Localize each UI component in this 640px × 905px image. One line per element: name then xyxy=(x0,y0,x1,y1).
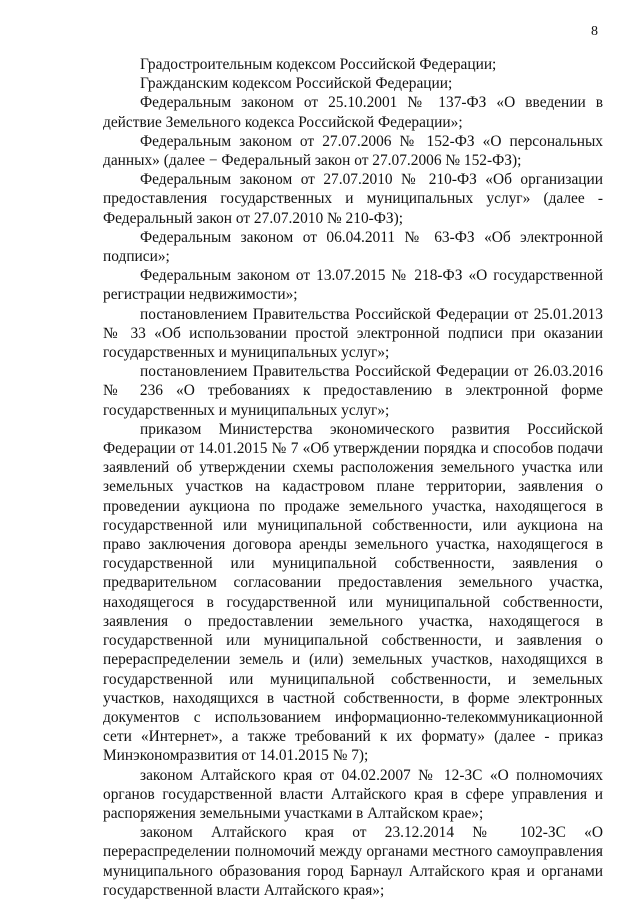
paragraph: Градостроительным кодексом Российской Федерации; xyxy=(140,56,497,73)
legal-basis-list xyxy=(103,55,603,900)
paragraph: Федеральным законом от 06.04.2011 № 63-ФЗ «Об электронной подписи»; xyxy=(103,228,603,266)
paragraph: Федеральным законом от 25.10.2001 № 137-ФЗ «О введении в действие Земельного кодекса Российской Федерации»; xyxy=(103,94,603,131)
paragraph: Федеральным законом от 13.07.2015 № 218-ФЗ «О государственной регистрации недвижимости»; xyxy=(103,267,603,304)
paragraph: Федеральным законом от 27.07.2006 № 152-ФЗ «О персональных данных» (далее − Федеральный закон от 27.07.2006 № 152-ФЗ); xyxy=(103,132,603,170)
paragraph: законом Алтайского края от 23.12.2014 № 102-ЗС «О перераспределении полномочий между органами местного самоуправления муниципального образования город Барнаул Алтайского края и органами государственной власти Алтайского края»; xyxy=(103,824,603,899)
paragraph: постановлением Правительства Российской Федерации от 25.01.2013 № 33 «Об использовании простой электронной подписи при оказании государственных и муниципальных услуг»; xyxy=(103,305,603,362)
paragraph: Гражданским кодексом Российской Федерации; xyxy=(140,75,453,93)
paragraph: постановлением Правительства Российской Федерации от 26.03.2016 № 236 «О требованиях к предоставлению в электронной форме государственных и муниципальных услуг»; xyxy=(103,363,603,419)
paragraph: Федеральным законом от 27.07.2010 № 210-ФЗ «Об организации предоставления государственных и муниципальных услуг» (далее - Федеральный закон от 27.07.2010 № 210-ФЗ); xyxy=(103,171,603,227)
paragraph: приказом Министерства экономического развития Российской Федерации от 14.01.2015 № 7 «Об утверждении порядка и способов подачи заявлений об утверждении схемы расположения земельного участка или земельных участков на кадастровом плане территории, заявления о проведении аукциона по продаже земельного участка, находящегося в государственной или муниципальной собственности, или аукциона на право заключения договора аренды земельного участка, находящегося в государственной или муниципальной собственности, заявления о предварительном согласовании предоставления земельного участка, находящегося в государственной или муниципальной собственности, заявления о предоставлении земельного участка, находящегося в государственной или муниципальной собственности, и заявления о перераспределении земель и (или) земельных участков, находящихся в государственной или муниципальной собственности, и земельных участков, находящихся в частной собственности, в форме электронных документов с использованием информационно-телекоммуникационной сети «Интернет», а также требований к их формату» (далее - приказ Минэкономразвития от 14.01.2015 № 7); xyxy=(103,420,603,765)
page-number: 8 xyxy=(591,24,598,39)
paragraph: законом Алтайского края от 04.02.2007 № 12-ЗС «О полномочиях органов государственной власти Алтайского края в сфере управления и распоряжения земельными участками в Алтайском крае»; xyxy=(103,766,603,822)
